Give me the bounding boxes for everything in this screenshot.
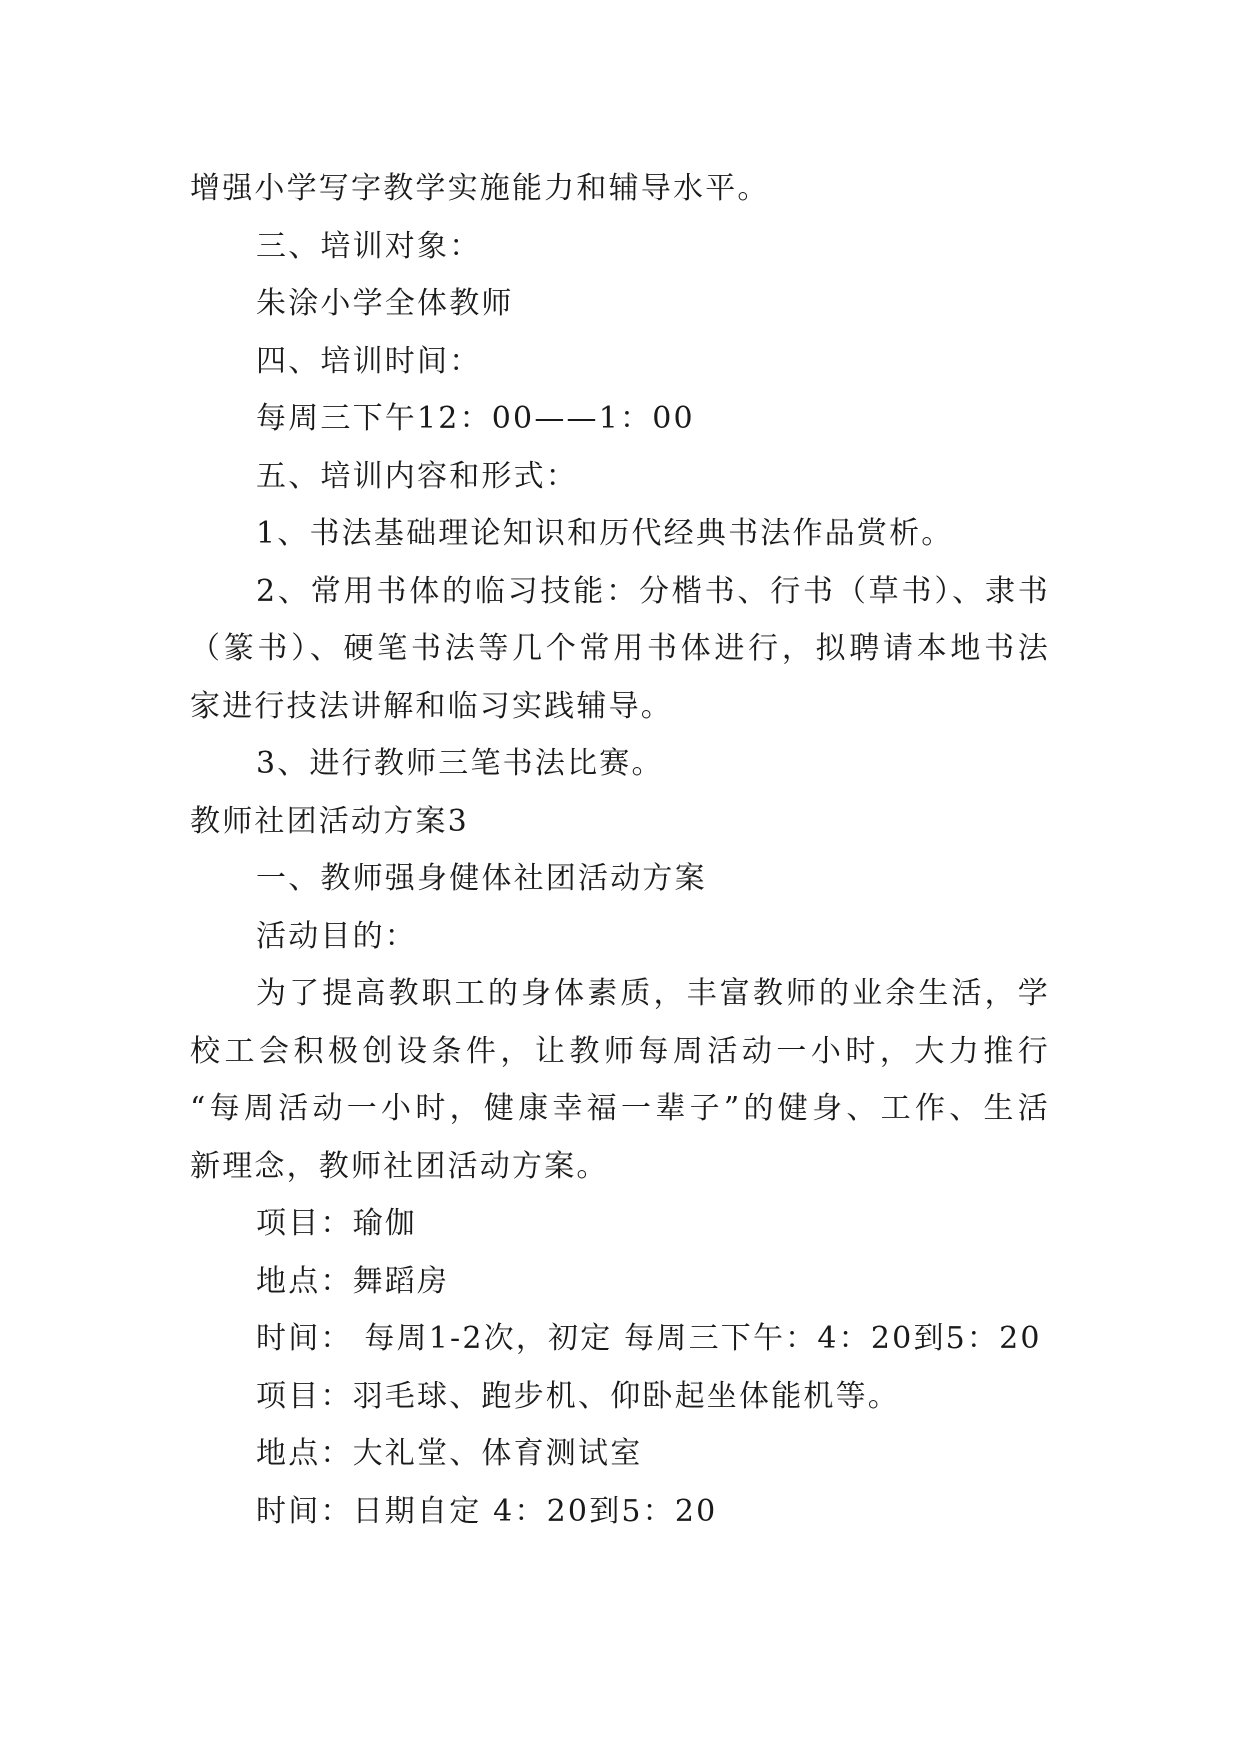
paragraph-line: 每周三下午12：00——1：00 <box>256 401 695 436</box>
detail-line: 地点：大礼堂、体育测试室 <box>256 1436 643 1471</box>
section-heading: 四、培训时间： <box>256 343 482 379</box>
paragraph-line: 新理念，教师社团活动方案。 <box>190 1148 609 1184</box>
detail-line: 项目：羽毛球、跑步机、仰卧起坐体能机等。 <box>256 1378 900 1414</box>
list-item: 2、常用书体的临习技能：分楷书、行书（草书）、隶书 <box>256 573 1050 609</box>
detail-line: 时间：日期自定 4：20到5：20 <box>256 1493 718 1529</box>
detail-line: 地点：舞蹈房 <box>256 1263 450 1299</box>
section-heading: 一、教师强身健体社团活动方案 <box>256 861 707 896</box>
document-title: 教师社团活动方案3 <box>190 803 469 839</box>
paragraph-line: 朱涂小学全体教师 <box>256 286 514 321</box>
paragraph-line: （篆书）、硬笔书法等几个常用书体进行，拟聘请本地书法 <box>190 631 1050 666</box>
detail-line: 项目：瑜伽 <box>256 1206 417 1241</box>
paragraph-line: 校工会积极创设条件，让教师每周活动一小时，大力推行 <box>190 1033 1050 1069</box>
document-body <box>190 160 1050 1540</box>
paragraph-line: 为了提高教职工的身体素质，丰富教师的业余生活，学 <box>256 976 1050 1011</box>
paragraph-line: “每周活动一小时，健康幸福一辈子”的健身、工作、生活 <box>190 1091 1050 1126</box>
list-item: 3、进行教师三笔书法比赛。 <box>256 746 664 781</box>
section-heading: 活动目的： <box>256 918 417 954</box>
paragraph-line: 家进行技法讲解和临习实践辅导。 <box>190 688 673 724</box>
section-heading: 三、培训对象： <box>256 228 482 264</box>
detail-line: 时间： 每周1-2次，初定 每周三下午：4：20到5：20 <box>256 1321 1042 1356</box>
list-item: 1、书法基础理论知识和历代经典书法作品赏析。 <box>256 516 954 551</box>
section-heading: 五、培训内容和形式： <box>256 458 578 494</box>
paragraph-line: 增强小学写字教学实施能力和辅导水平。 <box>190 171 770 206</box>
